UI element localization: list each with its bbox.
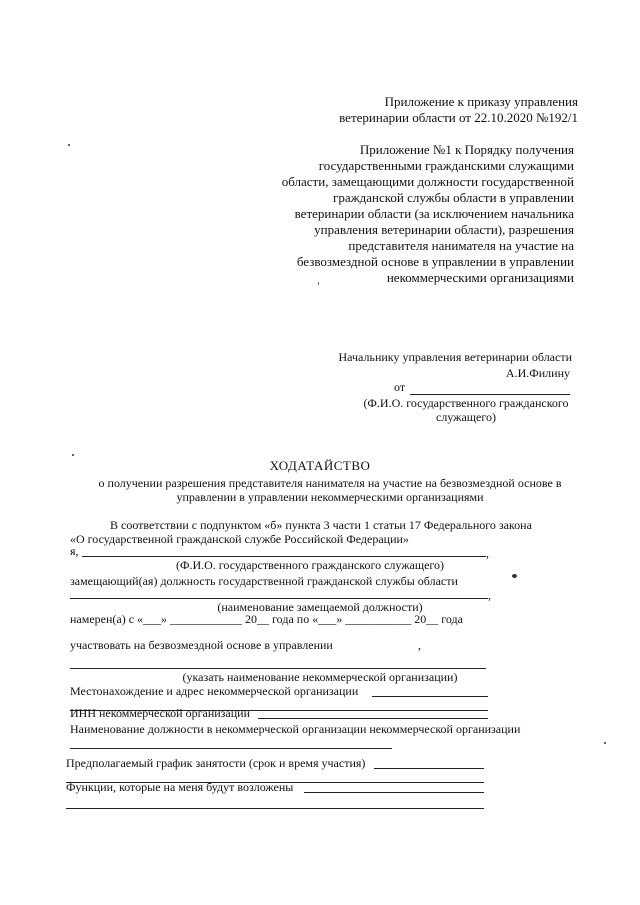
addressee-name: А.И.Филину — [505, 366, 570, 380]
position-comma: , — [488, 588, 491, 602]
functions-fill-line[interactable] — [304, 792, 484, 793]
document-title: ХОДАТАЙСТВО — [269, 458, 371, 473]
post-name-label: Наименование должности в некоммерческой организации некоммерческой организации — [70, 722, 521, 736]
scan-speck — [512, 574, 517, 578]
scan-speck — [68, 144, 70, 146]
fio-fill-line[interactable] — [82, 556, 486, 557]
address-fill-line[interactable] — [372, 696, 488, 697]
dates-line: намерен(а) с «___» ____________ 20__ года по «___» ___________ 20__ года — [70, 612, 463, 626]
scan-speck — [72, 454, 74, 456]
paragraph-law-name: «О государственной гражданской службе Российской Федерации» — [70, 532, 409, 546]
org-caption: (указать наименование некоммерческой организации) — [182, 670, 458, 684]
position-fill-line[interactable] — [70, 598, 488, 599]
appendix-line: представителя нанимателя на участие на — [348, 238, 574, 253]
position-text: замещающий(ая) должность государственной гражданской службы области — [70, 574, 458, 588]
appendix-line: некоммерческими организациями — [386, 270, 574, 285]
functions-fill-line-2[interactable] — [66, 808, 484, 809]
scan-speck — [604, 742, 606, 744]
appendix-line: Приложение №1 к Порядку получения — [359, 142, 574, 157]
fio-caption: (Ф.И.О. государственного гражданского служащего) — [175, 558, 445, 572]
org-fill-line[interactable] — [70, 668, 486, 669]
from-label: от — [394, 380, 406, 394]
appendix-line: гражданской службы области в управлении — [333, 190, 574, 205]
order-appendix-line-2: ветеринарии области от 22.10.2020 №192/1 — [339, 110, 578, 125]
schedule-fill-line[interactable] — [374, 768, 484, 769]
addressee-line-1: Начальнику управления ветеринарии области — [338, 350, 572, 364]
inn-label: ИНН некоммерческой организации — [70, 706, 251, 720]
participate-comma: , — [418, 638, 421, 652]
schedule-label: Предполагаемый график занятости (срок и время участия) — [66, 756, 366, 770]
functions-label: Функции, которые на меня будут возложены — [66, 780, 294, 794]
scan-speck — [318, 282, 319, 285]
appendix-line: государственными гражданскими служащими — [318, 158, 574, 173]
appendix-line: ветеринарии области (за исключением начальника — [294, 206, 574, 221]
participate-text: участвовать на безвозмездной основе в управлении — [70, 638, 333, 652]
from-caption-1: (Ф.И.О. государственного гражданского — [363, 396, 569, 410]
from-caption-2: служащего) — [436, 410, 496, 424]
position-caption: (наименование замещаемой должности) — [217, 600, 423, 614]
order-appendix-line-1: Приложение к приказу управления — [384, 94, 578, 109]
address-label: Местонахождение и адрес некоммерческой организации — [70, 684, 359, 698]
appendix-line: управления ветеринарии области), разрешения — [314, 222, 574, 237]
paragraph-intro: В соответствии с подпунктом «б» пункта 3 части 1 статьи 17 Федерального закона — [110, 518, 532, 532]
ya-label: я, — [70, 544, 79, 558]
inn-fill-line[interactable] — [258, 718, 488, 719]
fio-comma: , — [486, 546, 489, 560]
post-fill-line[interactable] — [70, 748, 392, 749]
title-subline-1: о получении разрешения представителя нанимателя на участие на безвозмездной основе в — [98, 476, 562, 490]
appendix-line: безвозмездной основе в управлении в управлении — [296, 254, 574, 269]
title-subline-2: управлении в управлении некоммерческими организациями — [176, 490, 484, 504]
appendix-line: области, замещающими должности государственной — [281, 174, 574, 189]
from-fill-line[interactable] — [410, 394, 570, 395]
